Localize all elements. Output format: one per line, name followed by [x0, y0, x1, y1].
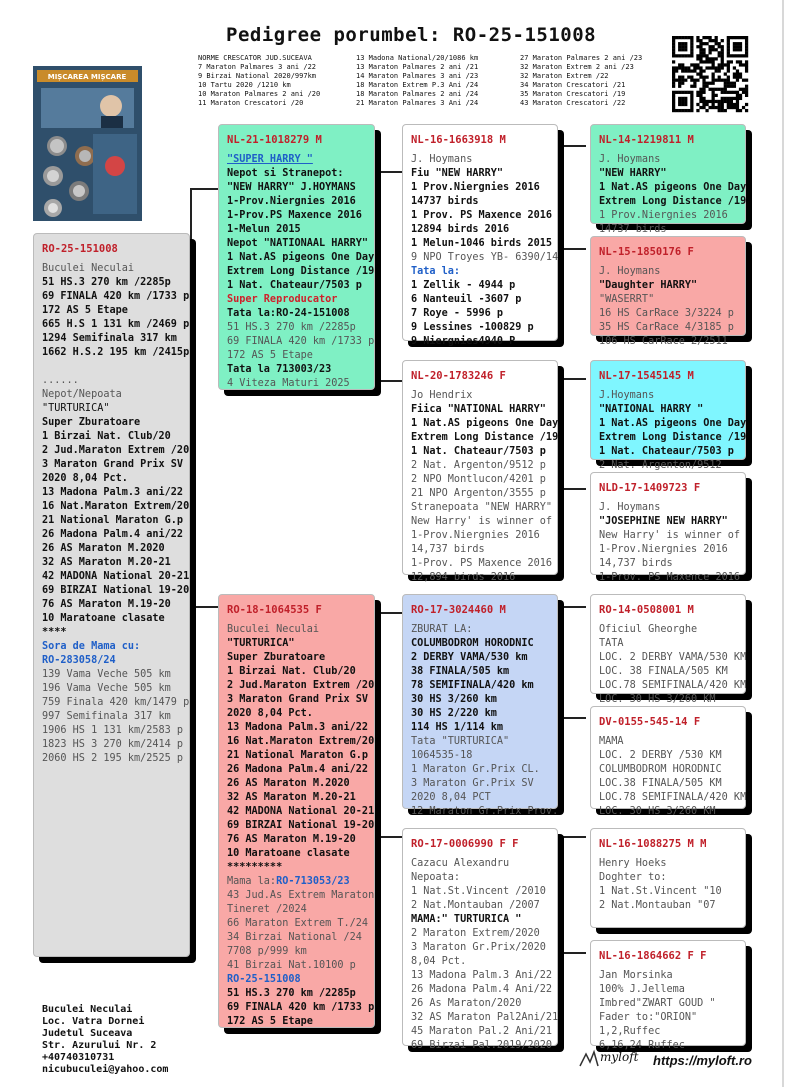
card-sdd[interactable]	[590, 472, 746, 583]
card-line: 35 HS CarRace 4/3185 p	[599, 322, 734, 333]
card-line: 100% J.Jellema	[599, 984, 685, 995]
card-line: 1 Nat.AS pigeons One Day	[599, 182, 747, 193]
photo-banner: MIȘCAREA MIȘCARE	[47, 73, 127, 81]
card-id: RO-25-151008	[42, 243, 118, 255]
card-line: Nepot si Stranepot:	[227, 168, 344, 179]
card-body	[599, 265, 737, 349]
connector-ss	[562, 145, 564, 250]
card-line: Buculei Neculai	[42, 263, 135, 274]
card-id: NL-21-1018279 M	[227, 134, 322, 146]
card-line: 1,2,Ruffec	[599, 1026, 661, 1037]
card-line: "JOSEPHINE NEW HARRY"	[599, 516, 728, 527]
card-line: 66 Maraton Extrem T./24	[227, 918, 369, 929]
card-line: ......	[42, 375, 79, 386]
card-line: Fiica "NATIONAL HARRY"	[411, 404, 546, 415]
connector-ds-a	[562, 606, 586, 608]
card-line: J. Hoymans	[599, 266, 661, 277]
card-line: Imbred"ZWART GOUD "	[599, 998, 716, 1009]
card-line: 2020 8,04 Pct.	[42, 473, 128, 484]
myloft-logo-icon	[578, 1050, 600, 1070]
card-line: 3 Maraton Grand Prix SV	[42, 459, 184, 470]
norme-line: 32 Maraton Extrem /22	[520, 72, 609, 80]
address-line: Loc. Vatra Dornei	[42, 1016, 145, 1027]
card-line: 30 HS 2/220 km	[411, 708, 497, 719]
card-id: RO-18-1064535 F	[227, 604, 322, 616]
card-id: NL-14-1219811 M	[599, 134, 694, 146]
card-line: 9 NPO Troyes YB- 6390/14	[411, 252, 559, 263]
card-line: RO-25-151008	[227, 974, 301, 985]
card-line: 38 FINALA/505 km	[411, 666, 510, 677]
card-line: MAMA	[599, 736, 624, 747]
address-line: +40740310731	[42, 1052, 115, 1063]
card-line: 43 Jud.As Extrem Maraton	[227, 890, 375, 901]
card-line: "WASERRT"	[599, 294, 655, 305]
card-line: LOC. 38 FINALA/505 KM	[599, 666, 728, 677]
address-line: Buculei Neculai	[42, 1004, 133, 1015]
card-body	[599, 735, 747, 819]
card-line: 1823 HS 3 270 km/2414 p	[42, 739, 184, 750]
card-line: 76 AS Maraton M.19-20	[42, 599, 171, 610]
card-line: 9 Niergnies4940 P	[411, 336, 516, 347]
card-line: 1 Nat.St.Vincent "10	[599, 886, 722, 897]
card-line: Henry Hoeks	[599, 858, 667, 869]
card-line: Super Reproducator	[227, 294, 338, 305]
card-line: TATA	[599, 638, 624, 649]
card-line: 69 FINALA 420 km /1733 p	[227, 1002, 375, 1013]
card-line: LOC. 2 DERBY VAMA/530 KM	[599, 652, 747, 663]
myloft-logo: myloft	[600, 1050, 639, 1064]
card-line: J. Hoymans	[599, 154, 661, 165]
card-line: 1-Prov.Niergnies 2016	[411, 530, 540, 541]
card-line: Tata "TURTURICA"	[411, 736, 510, 747]
card-line: 1-Prov.Niergnies 2016	[599, 544, 728, 555]
connector-sire-ss	[374, 171, 402, 173]
card-id: DV-0155-545-14 F	[599, 716, 701, 728]
card-line: 13 Madona Palm.3 ani/22	[227, 722, 369, 733]
norme-col-3	[520, 54, 642, 108]
connector-dd	[562, 836, 564, 954]
card-id: NLD-17-1409723 F	[599, 482, 701, 494]
card-line: 4 Viteza Maturi 2025	[227, 378, 350, 389]
card-id: NL-17-1545145 M	[599, 370, 694, 382]
card-line: LOC. 2 DERBY /530 KM	[599, 750, 722, 761]
card-id: NL-16-1088275 M M	[599, 838, 707, 850]
breeder-address	[42, 1004, 168, 1076]
card-line: Fiu "NEW HARRY"	[411, 168, 504, 179]
page-title: Pedigree porumbel: RO-25-151008	[226, 24, 597, 46]
card-line: Jo Hendrix	[411, 390, 473, 401]
card-line: "NATIONAL HARRY "	[599, 404, 704, 415]
card-body	[411, 389, 559, 585]
card-line: 26 AS Maraton M.2020	[42, 543, 165, 554]
card-id: RO-17-0006990 F F	[411, 838, 519, 850]
card-line: 1-Prov. PS Maxence 2016	[599, 572, 741, 583]
card-line: Mama la:RO-713053/23	[227, 876, 350, 887]
card-line: 2 Jud.Maraton Extrem /20	[227, 680, 375, 691]
card-line: 12894 birds 2016	[411, 224, 510, 235]
card-line: 139 Vama Veche 505 km	[42, 669, 171, 680]
card-line: LOC. 30 HS 3/260 KM	[599, 694, 716, 705]
card-line: 34 Birzai National /24	[227, 932, 362, 943]
norme-line: 21 Maraton Palmares 3 Ani /24	[356, 99, 479, 107]
card-body	[599, 501, 741, 585]
card-line: Nepot "NATIONAAL HARRY"	[227, 238, 369, 249]
card-line: 1064535-18	[411, 750, 473, 761]
card-line: Stranepoata "NEW HARRY"	[411, 502, 553, 513]
card-id: NL-16-1663918 M	[411, 134, 506, 146]
card-line: Jan Morsinka	[599, 970, 673, 981]
card-line: 1-Prov. PS Maxence 2016	[411, 558, 553, 569]
card-line: 7 Roye - 5996 p	[411, 308, 504, 319]
card-body	[411, 153, 559, 349]
card-sire-dam[interactable]	[402, 360, 559, 583]
card-line: Extrem Long Distance /19	[227, 266, 375, 277]
card-line: 69 BIRZAI National 19-20	[227, 820, 375, 831]
card-line: 2020 8,04 Pct.	[227, 708, 313, 719]
card-line: J. Hoymans	[411, 154, 473, 165]
card-line: 2 Nat.Montauban "07	[599, 900, 716, 911]
card-line: 1 Prov.Niergnies 2016	[411, 182, 540, 193]
card-line: Fader to:"ORION"	[599, 1012, 698, 1023]
card-line: 14737 birds	[411, 196, 479, 207]
card-line: 69 Birzai Pal.2019/2020	[411, 1040, 553, 1051]
card-line: 759 Finala 420 km/1479 p	[42, 697, 190, 708]
card-body	[599, 969, 737, 1053]
connector-main-sire	[190, 188, 218, 190]
connector-main-dam	[190, 606, 218, 608]
card-line: 21 National Maraton G.p	[42, 515, 184, 526]
card-line: 1 Melun-1046 birds 2015	[411, 238, 553, 249]
connector-dam-ds	[374, 612, 402, 614]
card-line: 69 FINALA 420 km /1733 p	[42, 291, 190, 302]
card-line: "TURTURICA"	[227, 638, 295, 649]
connector-main	[190, 188, 192, 608]
connector-ds-b	[562, 717, 586, 719]
page-edge	[782, 0, 784, 1087]
card-line: 1 Nat.AS pigeons One Day	[599, 418, 747, 429]
card-line: 41 Birzai Nat.10100 p	[227, 960, 356, 971]
card-line: 14,737 birds	[599, 558, 673, 569]
card-line: 32 AS Maraton M.20-21	[227, 792, 356, 803]
card-line: 6 Nanteuil -3607 p	[411, 294, 522, 305]
card-line: 196 Vama Veche 505 km	[42, 683, 171, 694]
card-line: 1 Nat. Chateaur/7503 p	[599, 446, 734, 457]
card-line: 1 Maraton Gr.Prix CL.	[411, 764, 540, 775]
card-line: 2 Maraton Extrem/2020	[411, 928, 540, 939]
card-line: 2020 8,04 PCT	[411, 792, 491, 803]
card-line: MAMA:" TURTURICA "	[411, 914, 522, 925]
norme-line: 10 Maraton Palmares 2 ani /20	[198, 90, 321, 98]
card-line: 76 AS Maraton M.19-20	[227, 834, 356, 845]
card-line: LOC.78 SEMIFINALA/420 KM	[599, 680, 747, 691]
card-line: 45 Maraton Pal.2 Ani/21	[411, 1026, 553, 1037]
card-body	[411, 857, 559, 1053]
card-line: 51 HS.3 270 km /2285p	[227, 322, 356, 333]
card-line: J. Hoymans	[599, 502, 661, 513]
address-line: Str. Azurului Nr. 2	[42, 1040, 157, 1051]
card-ddd[interactable]	[590, 940, 746, 1051]
card-line: *********	[227, 862, 283, 873]
card-line: LOC.38 FINALA/505 KM	[599, 778, 722, 789]
card-dam[interactable]	[218, 594, 375, 1028]
card-line: 10 Maratoane clasate	[42, 613, 165, 624]
card-line: 21 NPO Argenton/3555 p	[411, 488, 546, 499]
card-line: 69 BIRZAI National 19-20	[42, 585, 190, 596]
connector-dd-b	[562, 952, 586, 954]
card-line: 1906 HS 1 131 km/2583 p	[42, 725, 184, 736]
card-line: 2 Nat. Argenton/9512 p	[411, 460, 546, 471]
card-line: 3 Maraton Gr.Prix SV	[411, 778, 534, 789]
card-line: 1294 Semifinala 317 km	[42, 333, 177, 344]
card-dam-sire[interactable]	[402, 594, 559, 817]
card-line: RO-283058/24	[42, 655, 116, 666]
card-line: 42 MADONA National 20-21	[42, 571, 190, 582]
norme-col-2	[356, 54, 478, 108]
norme-line: 18 Maraton Palmares 2 ani /24	[356, 90, 479, 98]
card-line: Oficiul Gheorghe	[599, 624, 698, 635]
card-line: 1 Prov. PS Maxence 2016	[411, 210, 553, 221]
connector-sd-a	[562, 378, 586, 380]
card-body	[411, 623, 559, 819]
norme-line: 7 Maraton Palmares 3 ani /22	[198, 63, 317, 71]
card-ssd[interactable]	[590, 236, 746, 347]
card-id: RO-14-0508001 M	[599, 604, 694, 616]
connector-ds	[562, 606, 564, 719]
card-line: Extrem Long Distance /19	[599, 196, 747, 207]
pigeon-photo	[33, 66, 142, 221]
card-line: 51 HS.3 270 km /2285p	[227, 988, 356, 999]
card-line: 997 Semifinala 317 km	[42, 711, 171, 722]
card-line: 14,737 birds	[411, 544, 485, 555]
card-line: J.Hoymans	[599, 390, 655, 401]
card-line: Tata la:RO-24-151008	[227, 308, 350, 319]
card-dsd[interactable]	[590, 706, 747, 817]
card-line: 2060 HS 2 195 km/2525 p	[42, 753, 184, 764]
card-line: 78 SEMIFINALA/420 km	[411, 680, 534, 691]
card-line: 26 Madona Palm.4 Ani/22	[411, 984, 553, 995]
card-line: 32 AS Maraton Pal2Ani/21	[411, 1012, 559, 1023]
card-line: ****	[42, 627, 67, 638]
norme-line: NORME CRESCATOR JUD.SUCEAVA	[198, 54, 312, 62]
card-id: NL-16-1864662 F F	[599, 950, 707, 962]
norme-line: 43 Maraton Crescatori /22	[520, 99, 626, 107]
card-line: 1 Nat. Chateaur/7503 p	[227, 280, 362, 291]
norme-line: 13 Maraton Palmares 2 ani /21	[356, 63, 479, 71]
card-line: 21 National Maraton G.p	[227, 750, 369, 761]
norme-line: 18 Maraton Extrem P.3 Ani /24	[356, 81, 479, 89]
connector-dd-a	[562, 836, 586, 838]
card-line: "NEW HARRY" J.HOYMANS	[227, 182, 356, 193]
connector-ss-b	[562, 248, 586, 250]
card-line: New Harry' is winner of	[599, 530, 741, 541]
card-line: 1662 H.S.2 195 km /2415p	[42, 347, 190, 358]
card-line: 69 FINALA 420 km /1733 p	[227, 336, 375, 347]
card-line: ZBURAT LA:	[411, 624, 473, 635]
card-line: Doghter to:	[599, 872, 667, 883]
address-line: Judetul Suceava	[42, 1028, 133, 1039]
card-line: 42 MADONA National 20-21	[227, 806, 375, 817]
card-line: Tineret /2024	[227, 904, 307, 915]
card-line: 16 Nat.Maraton Extrem/20	[227, 736, 375, 747]
card-line: 16 HS CarRace 3/3224 p	[599, 308, 734, 319]
card-line: 1 Nat.St.Vincent /2010	[411, 886, 546, 897]
card-line	[42, 360, 181, 374]
card-body	[227, 623, 375, 1029]
norme-line: 11 Maraton Crescatori /20	[198, 99, 304, 107]
card-line: Cazacu Alexandru	[411, 858, 510, 869]
card-line: 665 H.S 1 131 km /2469 p	[42, 319, 190, 330]
card-line: 12,894 birds 2016	[411, 572, 516, 583]
card-id: NL-20-1783246 F	[411, 370, 506, 382]
card-body	[599, 389, 747, 473]
address-line: nicubuculei@yahoo.com	[42, 1064, 169, 1075]
norme-line: 32 Maraton Extrem 2 ani /23	[520, 63, 634, 71]
card-body	[227, 153, 375, 391]
card-line: 2 DERBY VAMA/530 km	[411, 652, 528, 663]
card-line: Nepot/Nepoata	[42, 389, 122, 400]
norme-line: 10 Tartu 2020 /1210 km	[198, 81, 291, 89]
card-line: 13 Madona Palm.3 Ani/22	[411, 970, 553, 981]
card-sds[interactable]	[590, 360, 747, 471]
card-line: 32 AS Maraton M.20-21	[42, 557, 171, 568]
norme-line: 14 Maraton Palmares 3 ani /23	[356, 72, 479, 80]
connector-sd	[562, 378, 564, 490]
card-line: 2 Nat.Montauban /2007	[411, 900, 540, 911]
card-line: 172 AS 5 Etape	[227, 350, 313, 361]
card-line: LOC. 30 HS 3/260 KM	[599, 806, 716, 817]
card-dds[interactable]	[590, 828, 746, 928]
card-dam-dam[interactable]	[402, 828, 559, 1051]
card-line: COLUMBODROM HORODNIC	[411, 638, 534, 649]
card-line: "TURTURICA"	[42, 403, 110, 414]
card-line: 1 Nat.AS pigeons One Day	[411, 418, 559, 429]
card-line: 26 As Maraton/2020	[411, 998, 522, 1009]
connector-sire-sd	[374, 380, 402, 382]
card-line: 1 Nat. Chateaur/7503 p	[411, 446, 546, 457]
card-line: 1 Prov.Niergnies 2016	[599, 210, 728, 221]
card-line: 26 AS Maraton M.2020	[227, 778, 350, 789]
card-line: 2 Nat. Argenton/9512	[599, 460, 722, 471]
connector-sd-b	[562, 488, 586, 490]
card-line: 1-Prov.PS Maxence 2016	[227, 210, 362, 221]
card-line: 26 Madona Palm.4 ani/22	[42, 529, 184, 540]
card-line: Extrem Long Distance /19	[411, 432, 559, 443]
card-line: 30 HS 3/260 km	[411, 694, 497, 705]
norme-line: 13 Madona National/20/1086 km	[356, 54, 479, 62]
card-line: "NEW HARRY"	[599, 168, 667, 179]
card-line: 51 HS.3 270 km /2285p	[42, 277, 171, 288]
card-line: 1 Nat.AS pigeons One Day	[227, 252, 375, 263]
card-line: 9 Lessines -100829 p	[411, 322, 534, 333]
card-line: 1-Prov.Niergnies 2016	[227, 196, 356, 207]
card-line: 7708 p/999 km	[227, 946, 307, 957]
norme-line: 9 Birzai National 2020/997km	[198, 72, 317, 80]
card-line: 6,16,24 Ruffec	[599, 1040, 685, 1051]
card-line: 1 Zellik - 4944 p	[411, 280, 516, 291]
card-line: COLUMBODROM HORODNIC	[599, 764, 722, 775]
card-line: 172 AS 5 Etape	[227, 1016, 313, 1027]
connector-ss-a	[562, 145, 586, 147]
card-line: Super Zburatoare	[42, 417, 141, 428]
card-body	[599, 153, 747, 237]
norme-col-1	[198, 54, 320, 108]
card-line: 114 HS 1/114 km	[411, 722, 504, 733]
website-link[interactable]: https://myloft.ro	[653, 1053, 752, 1068]
card-main-pigeon[interactable]	[33, 233, 190, 957]
card-line: Sora de Mama cu:	[42, 641, 141, 652]
card-line: 10 Maratoane clasate	[227, 848, 350, 859]
card-line: LOC.78 SEMIFINALA/420 KM	[599, 792, 747, 803]
card-line: Tata la 713003/23	[227, 364, 332, 375]
card-line: 3 Maraton Gr.Prix/2020	[411, 942, 546, 953]
card-line: 2 NPO Montlucon/4201 p	[411, 474, 546, 485]
card-line: Buculei Neculai	[227, 624, 320, 635]
card-line: 1-Melun 2015	[227, 224, 301, 235]
card-body	[42, 262, 190, 766]
card-line: 26 Madona Palm.4 ani/22	[227, 764, 369, 775]
card-sire[interactable]	[218, 124, 375, 390]
card-line: 14737 birds	[599, 224, 667, 235]
norme-line: 27 Maraton Palmares 2 ani /23	[520, 54, 643, 62]
card-line: 16 Nat.Maraton Extrem/20	[42, 501, 190, 512]
card-line: 1 Birzai Nat. Club/20	[227, 666, 356, 677]
card-id: RO-17-3024460 M	[411, 604, 506, 616]
card-line: 8,04 Pct.	[411, 956, 467, 967]
connector-dam-dd	[374, 836, 402, 838]
card-line: 106 HS CarRace 2/2511	[599, 336, 728, 347]
card-sss[interactable]	[590, 124, 747, 235]
card-line: Super Zburatoare	[227, 652, 326, 663]
card-line: 2 Jud.Maraton Extrem /20	[42, 445, 190, 456]
card-line: 12 Maraton Gr.Prix Prov.	[411, 806, 559, 817]
card-dss[interactable]	[590, 594, 747, 705]
card-line: Extrem Long Distance /19	[599, 432, 747, 443]
card-id: NL-15-1850176 F	[599, 246, 694, 258]
card-line: 172 AS 5 Etape	[42, 305, 128, 316]
card-body	[599, 623, 747, 707]
card-line: 13 Madona Palm.3 ani/22	[42, 487, 184, 498]
card-line: 3 Maraton Grand Prix SV	[227, 694, 369, 705]
card-line: "SUPER HARRY "	[227, 154, 313, 165]
qr-code[interactable]	[672, 36, 748, 112]
card-body	[599, 857, 737, 913]
norme-line: 35 Maraton Crescatori /19	[520, 90, 626, 98]
card-line: Tata la:	[411, 266, 461, 277]
norme-line: 34 Maraton Crescatori /21	[520, 81, 626, 89]
card-line: "Daughter HARRY"	[599, 280, 698, 291]
card-line: New Harry' is winner of	[411, 516, 553, 527]
card-line: Nepoata:	[411, 872, 461, 883]
card-sire-sire[interactable]	[402, 124, 559, 347]
card-line: 1 Birzai Nat. Club/20	[42, 431, 171, 442]
